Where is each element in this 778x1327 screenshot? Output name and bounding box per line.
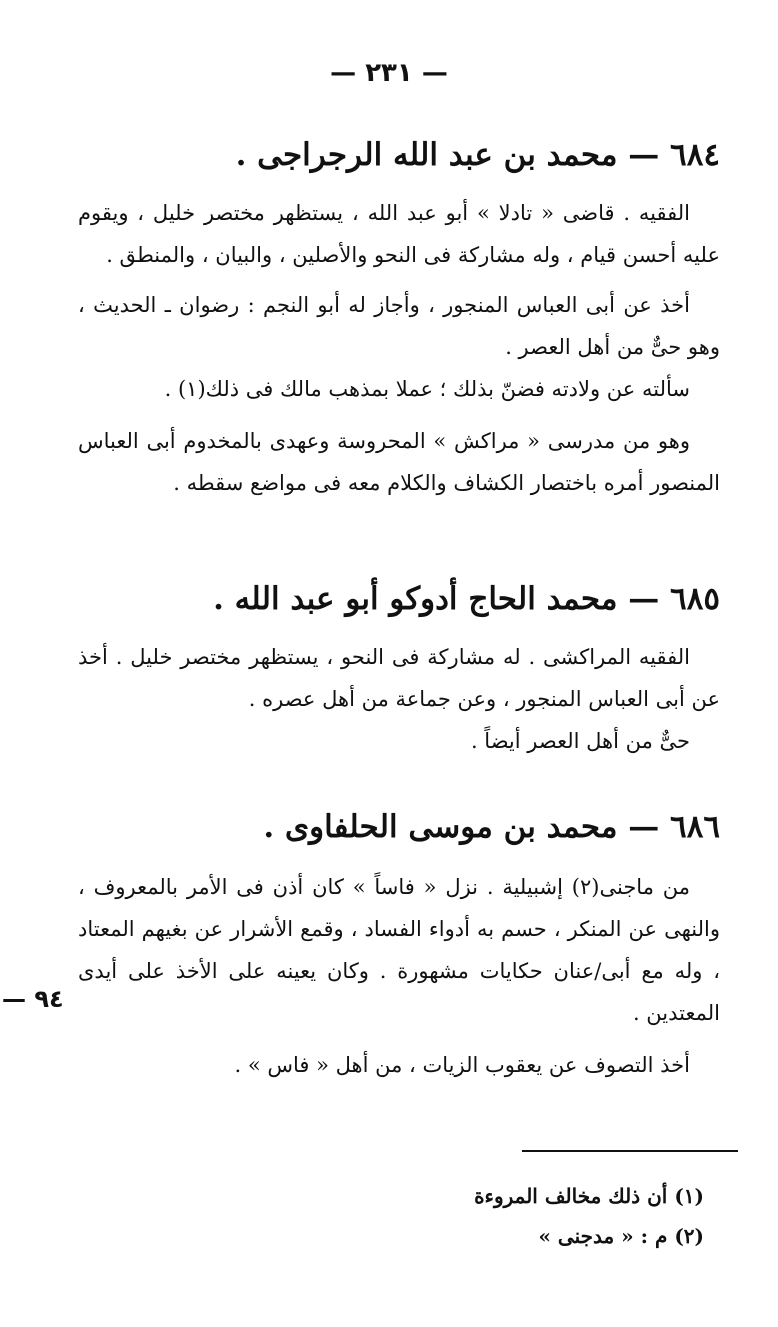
entry-paragraph: أخذ عن أبى العباس المنجور ، وأجاز له أبو النجم : رضوان ـ الحديث ، وهو حىٌّ من أهل العصر .: [78, 293, 720, 359]
footnote-divider: [522, 1150, 738, 1152]
entry-paragraph: وهو من مدرسى « مراكش » المحروسة وعهدى بالمخدوم أبى العباس المنصور أمره باختصار الكشاف والكلام معه فى مواضع سقطه .: [78, 429, 720, 495]
footnotes: [300, 1176, 704, 1256]
entry-paragraph: سألته عن ولادته فضنّ بذلك ؛ عملا بمذهب مالك فى ذلك(١) .: [164, 377, 690, 401]
entry-paragraph: من ماجنى(٢) إشبيلية . نزل « فاساً » كان أذن فى الأمر بالمعروف ، والنهى عن المنكر ، حسم به أدواء الفساد ، وقمع الأشرار عن بغيهم المعتاد ، وله مع أبى/عنان حكايات مشهورة . وكان يعينه على الأخذ على أيدى المعتدين .: [78, 875, 720, 1025]
entry-paragraph: الفقيه المراكشى . له مشاركة فى النحو ، يستظهر مختصر خليل . أخذ عن أبى العباس المنجور ، وعن جماعة من أهل عصره .: [78, 645, 720, 711]
entry-heading: ٦٨٦ — محمد بن موسى الحلفاوى .: [263, 809, 720, 845]
entry-paragraph: حىٌّ من أهل العصر أيضاً .: [470, 729, 690, 753]
entry-heading: ٦٨٤ — محمد بن عبد الله الرجراجى .: [235, 137, 720, 173]
margin-page-note: ٩٤ —: [2, 985, 64, 1013]
entry-684: [78, 132, 720, 504]
entry-paragraph: الفقيه . قاضى « تادلا » أبو عبد الله ، يستظهر مختصر خليل ، ويقوم عليه أحسن قيام ، وله مشاركة فى النحو والأصلين ، والبيان ، والمنطق .: [78, 201, 720, 267]
footnote: (١) أن ذلك مخالف المروءة: [474, 1184, 704, 1208]
entry-paragraph: أخذ التصوف عن يعقوب الزيات ، من أهل « فاس » .: [234, 1053, 690, 1077]
page-number: — ٢٣١ —: [330, 58, 448, 88]
entry-686: [78, 804, 720, 1086]
footnote: (٢) م : « مدجنى »: [538, 1224, 704, 1248]
entry-685: [78, 576, 720, 762]
entry-heading: ٦٨٥ — محمد الحاج أدوكو أبو عبد الله .: [213, 581, 720, 617]
